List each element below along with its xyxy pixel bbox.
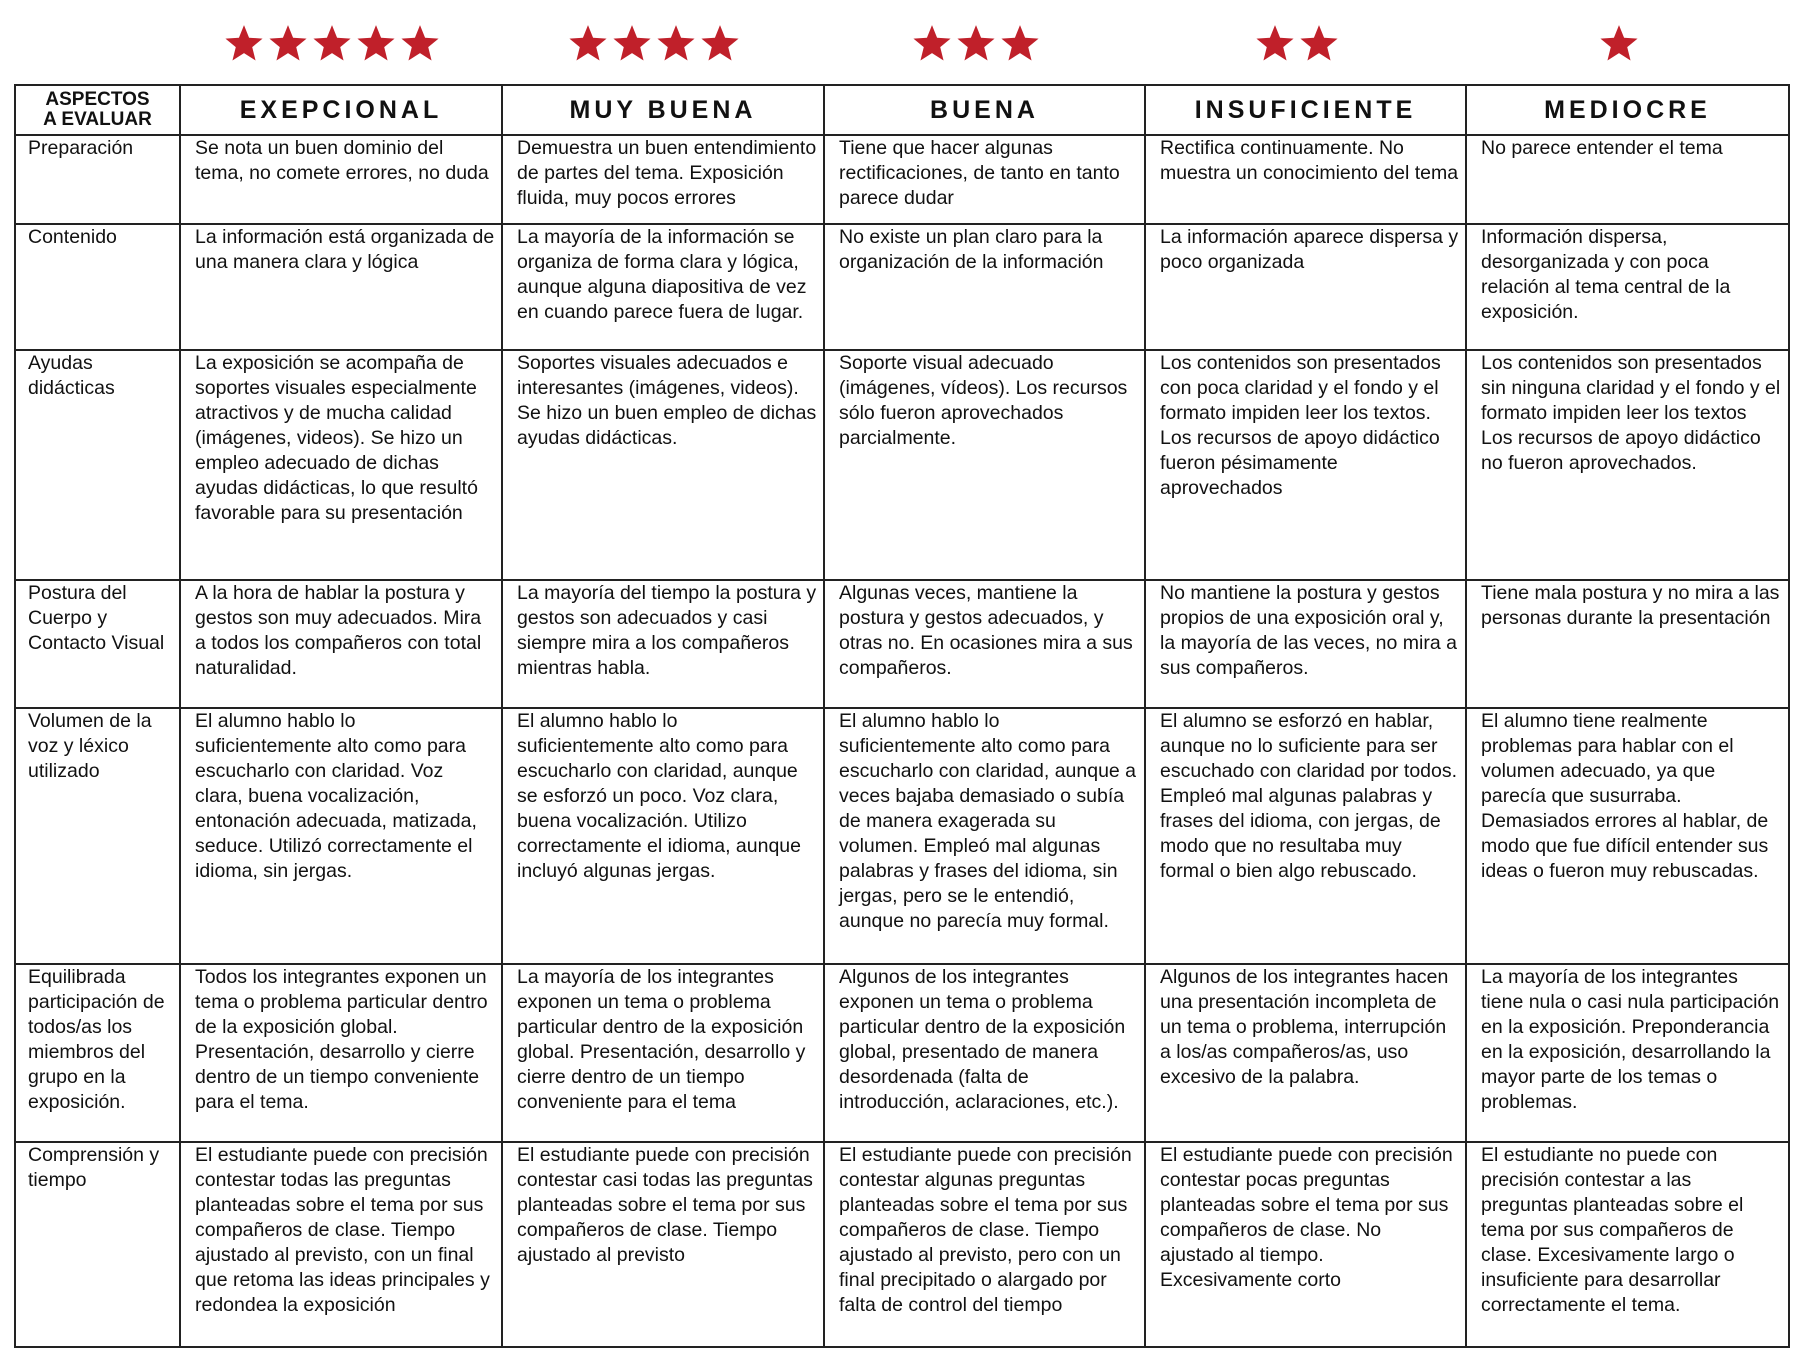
criterion-cell: El estudiante puede con precisión contestar algunas preguntas planteadas sobre el tema por sus compañeros de clase. Tiempo ajustado al previsto, pero con un final precipitado o alargado por falta de control del tiempo bbox=[824, 1142, 1145, 1347]
criterion-cell: El alumno hablo lo suficientemente alto como para escucharlo con claridad, aunque se esforzó un poco. Voz clara, buena vocalización. Utilizo correctamente el idioma, aunque incluyó algunas jergas. bbox=[502, 708, 824, 964]
star-icon bbox=[355, 23, 397, 65]
star-group-5 bbox=[171, 14, 493, 74]
level-header-insuficiente: INSUFICIENTE bbox=[1145, 85, 1466, 135]
star-icon bbox=[955, 23, 997, 65]
criterion-cell: La mayoría de los integrantes exponen un tema o problema particular dentro de la exposición global. Presentación, desarrollo y cierre dentro de un tiempo conveniente para el tema bbox=[502, 964, 824, 1142]
star-icon bbox=[655, 23, 697, 65]
table-row bbox=[15, 708, 1789, 964]
criterion-cell: Demuestra un buen entendimiento de partes del tema. Exposición fluida, muy pocos errores bbox=[502, 135, 824, 224]
star-icon bbox=[311, 23, 353, 65]
aspect-cell: Comprensión y tiempo bbox=[15, 1142, 180, 1347]
criterion-cell: Rectifica continuamente. No muestra un conocimiento del tema bbox=[1145, 135, 1466, 224]
criterion-cell: Tiene que hacer algunas rectificaciones, de tanto en tanto parece dudar bbox=[824, 135, 1145, 224]
star-group-4 bbox=[493, 14, 815, 74]
level-header-buena: BUENA bbox=[824, 85, 1145, 135]
criterion-cell: El alumno hablo lo suficientemente alto como para escucharlo con claridad. Voz clara, buena vocalización, entonación adecuada, matizada, seduce. Utilizó correctamente el idioma, sin jergas. bbox=[180, 708, 502, 964]
star-icon bbox=[911, 23, 953, 65]
criterion-cell: La información aparece dispersa y poco organizada bbox=[1145, 224, 1466, 350]
aspect-cell: Preparación bbox=[15, 135, 180, 224]
star-icon bbox=[1298, 23, 1340, 65]
level-header-exepcional: EXEPCIONAL bbox=[180, 85, 502, 135]
star-icon bbox=[399, 23, 441, 65]
level-header-muy-buena: MUY BUENA bbox=[502, 85, 824, 135]
criterion-cell: Los contenidos son presentados sin ninguna claridad y el fondo y el formato impiden leer los textos Los recursos de apoyo didáctico no fueron aprovechados. bbox=[1466, 350, 1789, 581]
table-row bbox=[15, 224, 1789, 350]
table-row bbox=[15, 350, 1789, 581]
star-rating-row bbox=[0, 14, 1800, 74]
criterion-cell: La información está organizada de una manera clara y lógica bbox=[180, 224, 502, 350]
criterion-cell: A la hora de hablar la postura y gestos son muy adecuados. Mira a todos los compañeros con total naturalidad. bbox=[180, 580, 502, 708]
aspect-header-line2: A EVALUAR bbox=[43, 109, 152, 130]
star-icon bbox=[1254, 23, 1296, 65]
star-icon bbox=[267, 23, 309, 65]
criterion-cell: La exposición se acompaña de soportes visuales especialmente atractivos y de mucha calidad (imágenes, videos). Se hizo un empleo adecuado de dichas ayudas didácticas, lo que resultó favorable para su presentación bbox=[180, 350, 502, 581]
header-row bbox=[15, 85, 1789, 135]
criterion-cell: Algunos de los integrantes exponen un tema o problema particular dentro de la exposición global, presentado de manera desordenada (falta de introducción, aclaraciones, etc.). bbox=[824, 964, 1145, 1142]
star-icon bbox=[999, 23, 1041, 65]
criterion-cell: El estudiante puede con precisión contestar casi todas las preguntas planteadas sobre el tema por sus compañeros de clase. Tiempo ajustado al previsto bbox=[502, 1142, 824, 1347]
table-row bbox=[15, 1142, 1789, 1347]
aspect-header-line1: ASPECTOS bbox=[45, 89, 150, 110]
level-header-mediocre: MEDIOCRE bbox=[1466, 85, 1789, 135]
criterion-cell: El estudiante puede con precisión contestar todas las preguntas planteadas sobre el tema por sus compañeros de clase. Tiempo ajustado al previsto, con un final que retoma las ideas principales y redondea la exposición bbox=[180, 1142, 502, 1347]
criterion-cell: Soportes visuales adecuados e interesantes (imágenes, videos). Se hizo un buen empleo de dichas ayudas didácticas. bbox=[502, 350, 824, 581]
star-group-1 bbox=[1457, 14, 1780, 74]
star-group-3 bbox=[815, 14, 1136, 74]
criterion-cell: El estudiante puede con precisión contestar pocas preguntas planteadas sobre el tema por sus compañeros de clase. No ajustado al tiempo. Excesivamente corto bbox=[1145, 1142, 1466, 1347]
table-row bbox=[15, 135, 1789, 224]
aspect-cell: Volumen de la voz y léxico utilizado bbox=[15, 708, 180, 964]
criterion-cell: Los contenidos son presentados con poca claridad y el fondo y el formato impiden leer los textos. Los recursos de apoyo didáctico fueron pésimamente aprovechados bbox=[1145, 350, 1466, 581]
star-icon bbox=[699, 23, 741, 65]
aspect-cell: Ayudas didácticas bbox=[15, 350, 180, 581]
criterion-cell: Tiene mala postura y no mira a las personas durante la presentación bbox=[1466, 580, 1789, 708]
criterion-cell: El alumno hablo lo suficientemente alto como para escucharlo con claridad, aunque a veces bajaba demasiado o subía de manera exagerada su volumen. Empleó mal algunas palabras y frases del idioma, sin jergas, pero se le entendió, aunque no parecía muy formal. bbox=[824, 708, 1145, 964]
aspect-cell: Equilibrada participación de todos/as los miembros del grupo en la exposición. bbox=[15, 964, 180, 1142]
criterion-cell: Algunos de los integrantes hacen una presentación incompleta de un tema o problema, interrupción a los/as compañeros/as, uso excesivo de la palabra. bbox=[1145, 964, 1466, 1142]
criterion-cell: La mayoría de los integrantes tiene nula o casi nula participación en la exposición. Preponderancia en la exposición, desarrollando la mayor parte de los temas o problemas. bbox=[1466, 964, 1789, 1142]
criterion-cell: Todos los integrantes exponen un tema o problema particular dentro de la exposición global. Presentación, desarrollo y cierre dentro de un tiempo conveniente para el tema. bbox=[180, 964, 502, 1142]
criterion-cell: El alumno tiene realmente problemas para hablar con el volumen adecuado, ya que parecía que susurraba. Demasiados errores al hablar, de modo que fue difícil entender sus ideas o fueron muy rebuscadas. bbox=[1466, 708, 1789, 964]
star-icon bbox=[611, 23, 653, 65]
star-group-2 bbox=[1136, 14, 1457, 74]
table-row bbox=[15, 964, 1789, 1142]
star-icon bbox=[223, 23, 265, 65]
criterion-cell: La mayoría de la información se organiza de forma clara y lógica, aunque alguna diapositiva de vez en cuando parece fuera de lugar. bbox=[502, 224, 824, 350]
criterion-cell: No mantiene la postura y gestos propios de una exposición oral y, la mayoría de las veces, no mira a sus compañeros. bbox=[1145, 580, 1466, 708]
aspect-cell: Postura del Cuerpo y Contacto Visual bbox=[15, 580, 180, 708]
rubric-table bbox=[14, 84, 1790, 1348]
aspect-cell: Contenido bbox=[15, 224, 180, 350]
star-icon bbox=[567, 23, 609, 65]
criterion-cell: La mayoría del tiempo la postura y gestos son adecuados y casi siempre mira a los compañeros mientras habla. bbox=[502, 580, 824, 708]
criterion-cell: Algunas veces, mantiene la postura y gestos adecuados, y otras no. En ocasiones mira a sus compañeros. bbox=[824, 580, 1145, 708]
criterion-cell: Información dispersa, desorganizada y con poca relación al tema central de la exposición. bbox=[1466, 224, 1789, 350]
criterion-cell: El estudiante no puede con precisión contestar a las preguntas planteadas sobre el tema por sus compañeros de clase. Excesivamente largo o insuficiente para desarrollar correctamente el tema. bbox=[1466, 1142, 1789, 1347]
criterion-cell: No existe un plan claro para la organización de la información bbox=[824, 224, 1145, 350]
table-row bbox=[15, 580, 1789, 708]
star-icon bbox=[1598, 23, 1640, 65]
aspect-column-header bbox=[15, 85, 180, 135]
criterion-cell: Soporte visual adecuado (imágenes, vídeos). Los recursos sólo fueron aprovechados parcialmente. bbox=[824, 350, 1145, 581]
criterion-cell: No parece entender el tema bbox=[1466, 135, 1789, 224]
criterion-cell: El alumno se esforzó en hablar, aunque no lo suficiente para ser escuchado con claridad por todos. Empleó mal algunas palabras y frases del idioma, con jergas, de modo que no resultaba muy formal o bien algo rebuscado. bbox=[1145, 708, 1466, 964]
criterion-cell: Se nota un buen dominio del tema, no comete errores, no duda bbox=[180, 135, 502, 224]
